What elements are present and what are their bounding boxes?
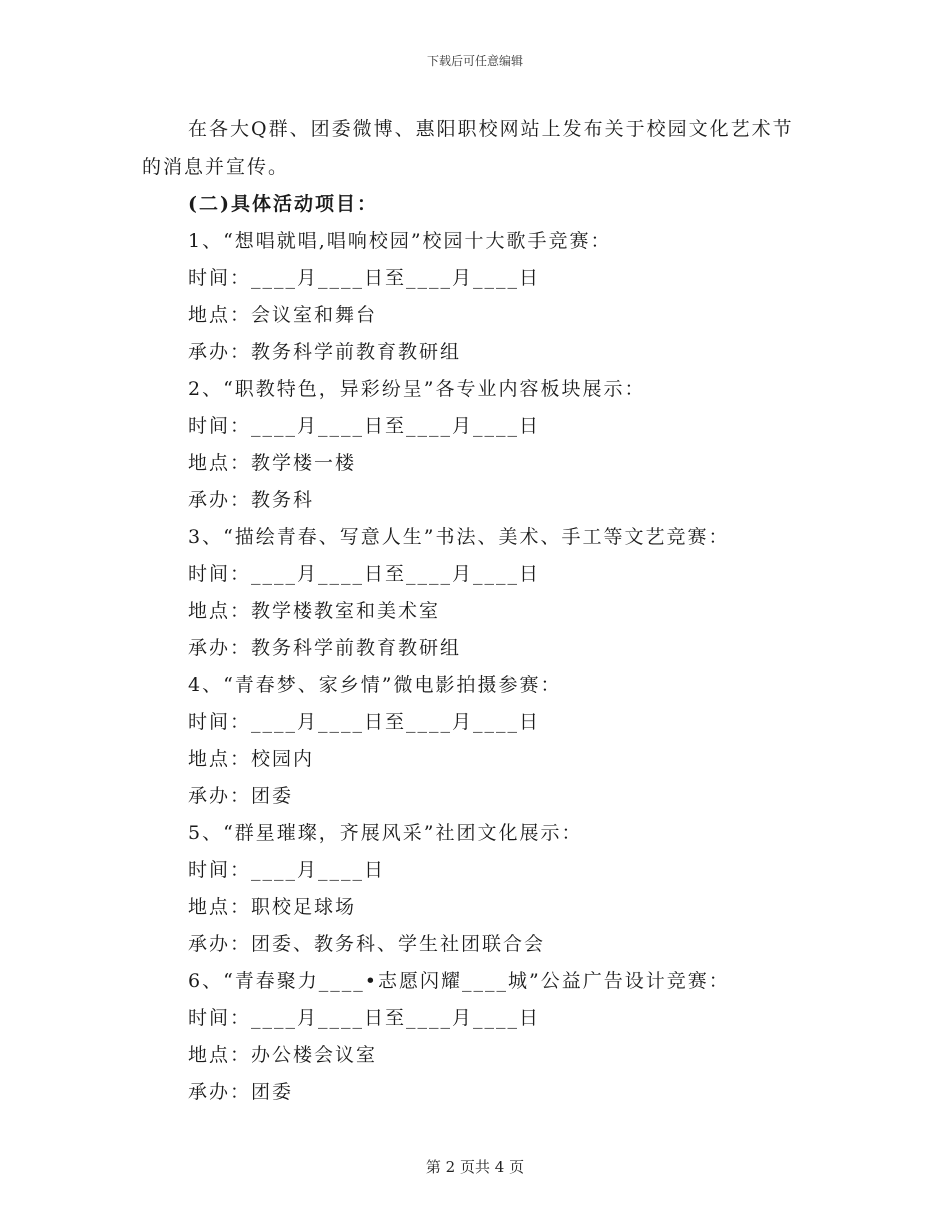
activity-title: 5、“群星璀璨，齐展风采”社团文化展示： — [188, 822, 583, 844]
section-title: (二)具体活动项目： — [188, 193, 378, 215]
intro-paragraph: 在各大Q群、团委微博、惠阳职校网站上发布关于校园文化艺术节的消息并宣传。 — [142, 118, 794, 178]
activity-item-5 — [142, 815, 802, 963]
activity-time: 时间：____月____日 — [188, 859, 386, 881]
activity-place: 地点：校园内 — [188, 748, 315, 770]
activity-title: 6、“青春聚力____•志愿闪耀____城”公益广告设计竞赛： — [188, 970, 730, 992]
activity-time: 时间：____月____日至____月____日 — [188, 415, 541, 437]
activity-item-3 — [142, 519, 802, 667]
activity-item-1 — [142, 223, 802, 371]
activity-host: 承办：团委、教务科、学生社团联合会 — [188, 933, 546, 955]
activity-time: 时间：____月____日至____月____日 — [188, 267, 541, 289]
activity-host: 承办：教务科学前教育教研组 — [188, 341, 462, 363]
activity-place: 地点：教学楼教室和美术室 — [188, 600, 441, 622]
activity-title: 2、“职教特色，异彩纷呈”各专业内容板块展示： — [188, 378, 646, 400]
document-body — [142, 110, 802, 1111]
activity-place: 地点：会议室和舞台 — [188, 304, 378, 326]
page-header: 下载后可任意编辑 — [426, 54, 523, 68]
activity-time: 时间：____月____日至____月____日 — [188, 1007, 541, 1029]
activity-title: 4、“青春梦、家乡情”微电影拍摄参赛： — [188, 674, 562, 696]
activity-place: 地点：办公楼会议室 — [188, 1044, 378, 1066]
activity-place: 地点：职校足球场 — [188, 896, 357, 918]
page-footer: 第 2 页共 4 页 — [425, 1158, 525, 1176]
activity-title: 3、“描绘青春、写意人生”书法、美术、手工等文艺竞赛： — [188, 526, 730, 548]
activity-place: 地点：教学楼一楼 — [188, 452, 357, 474]
activity-item-2 — [142, 371, 802, 519]
activity-host: 承办：团委 — [188, 1081, 294, 1103]
activity-item-6 — [142, 963, 802, 1111]
activity-title: 1、“想唱就唱,唱响校园”校园十大歌手竞赛： — [188, 230, 612, 252]
activity-host: 承办：教务科学前教育教研组 — [188, 637, 462, 659]
activity-time: 时间：____月____日至____月____日 — [188, 711, 541, 733]
activity-host: 承办：教务科 — [188, 489, 315, 511]
activity-time: 时间：____月____日至____月____日 — [188, 563, 541, 585]
activity-item-4 — [142, 667, 802, 815]
activity-host: 承办：团委 — [188, 785, 294, 807]
